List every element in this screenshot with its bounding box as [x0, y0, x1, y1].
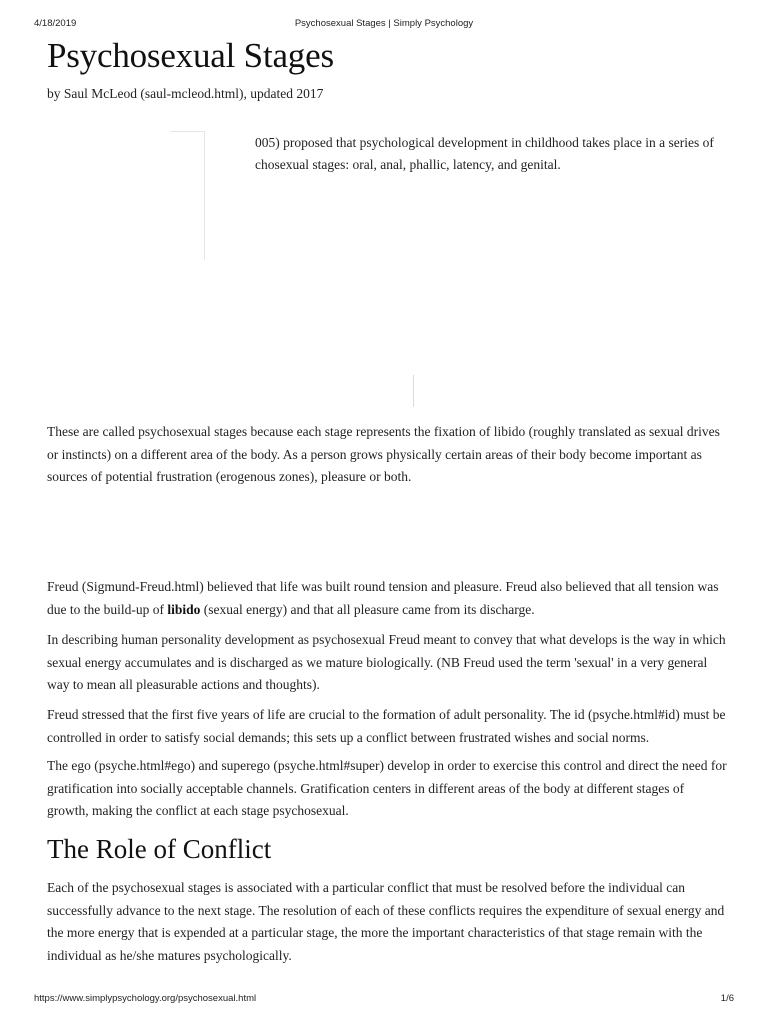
section-heading-role-of-conflict: The Role of Conflict [47, 834, 272, 864]
paragraph-text: Freud (Sigmund-Freud.html) believed that life was built round tension and pleasure. Freud also believed that all tension was due to the build-up of [47, 579, 719, 617]
print-header [0, 18, 768, 32]
paragraph-first-five-years: Freud stressed that the first five years of life are crucial to the formation of adult personality. The id (psyche.html#id) must be controlled in order to satisfy social demands; this sets up a conflict between frustrated wishes and social norms. [47, 707, 726, 745]
paragraph-ego-superego: The ego (psyche.html#ego) and superego (psyche.html#super) develop in order to exercise this control and direct the need for gratification into socially acceptable channels. Gratification centers in different areas of the body at different stages of growth, making the conflict at each stage psychosexual. [47, 758, 727, 818]
libido-term: libido [167, 601, 201, 617]
print-url: https://www.simplypsychology.org/psychosexual.html [34, 993, 257, 1004]
page-title: Psychosexual Stages [47, 36, 334, 75]
paragraph-freud-tension [47, 576, 727, 621]
intro-text-line-2: chosexual stages: oral, anal, phallic, latency, and genital. [255, 157, 561, 172]
ad-placeholder-divider [413, 375, 414, 407]
paragraph-stages-definition: These are called psychosexual stages because each stage represents the fixation of libido (roughly translated as sexual drives or instincts) on a different area of the body. As a person grows physically certain areas of their body become important as sources of potential frustration (erogenous zones), pleasure or both. [47, 424, 720, 484]
ad-placeholder-frame [170, 131, 205, 260]
byline[interactable]: by Saul McLeod (saul-mcleod.html), updated 2017 [47, 86, 324, 101]
intro-text-line-1: 005) proposed that psychological development in childhood takes place in a series of [255, 135, 714, 150]
print-page-title: Psychosexual Stages | Simply Psychology [294, 18, 474, 29]
print-footer [0, 993, 768, 1007]
print-page-number: 1/6 [720, 993, 734, 1004]
paragraph-role-of-conflict: Each of the psychosexual stages is associated with a particular conflict that must be resolved before the individual can successfully advance to the next stage. The resolution of each of these conflicts requires the expenditure of sexual energy and the more energy that is expended at a particular stage, the more the important characteristics of that stage remain with the individual as he/she matures psychologically. [47, 880, 725, 963]
paragraph-personality-development: In describing human personality development as psychosexual Freud meant to convey that what develops is the way in which sexual energy accumulates and is discharged as we mature biologically. (NB Freud used the term 'sexual' in a very general way to mean all pleasurable actions and thoughts). [47, 632, 726, 692]
print-date: 4/18/2019 [34, 18, 77, 29]
paragraph-text: (sexual energy) and that all pleasure came from its discharge. [200, 601, 535, 617]
